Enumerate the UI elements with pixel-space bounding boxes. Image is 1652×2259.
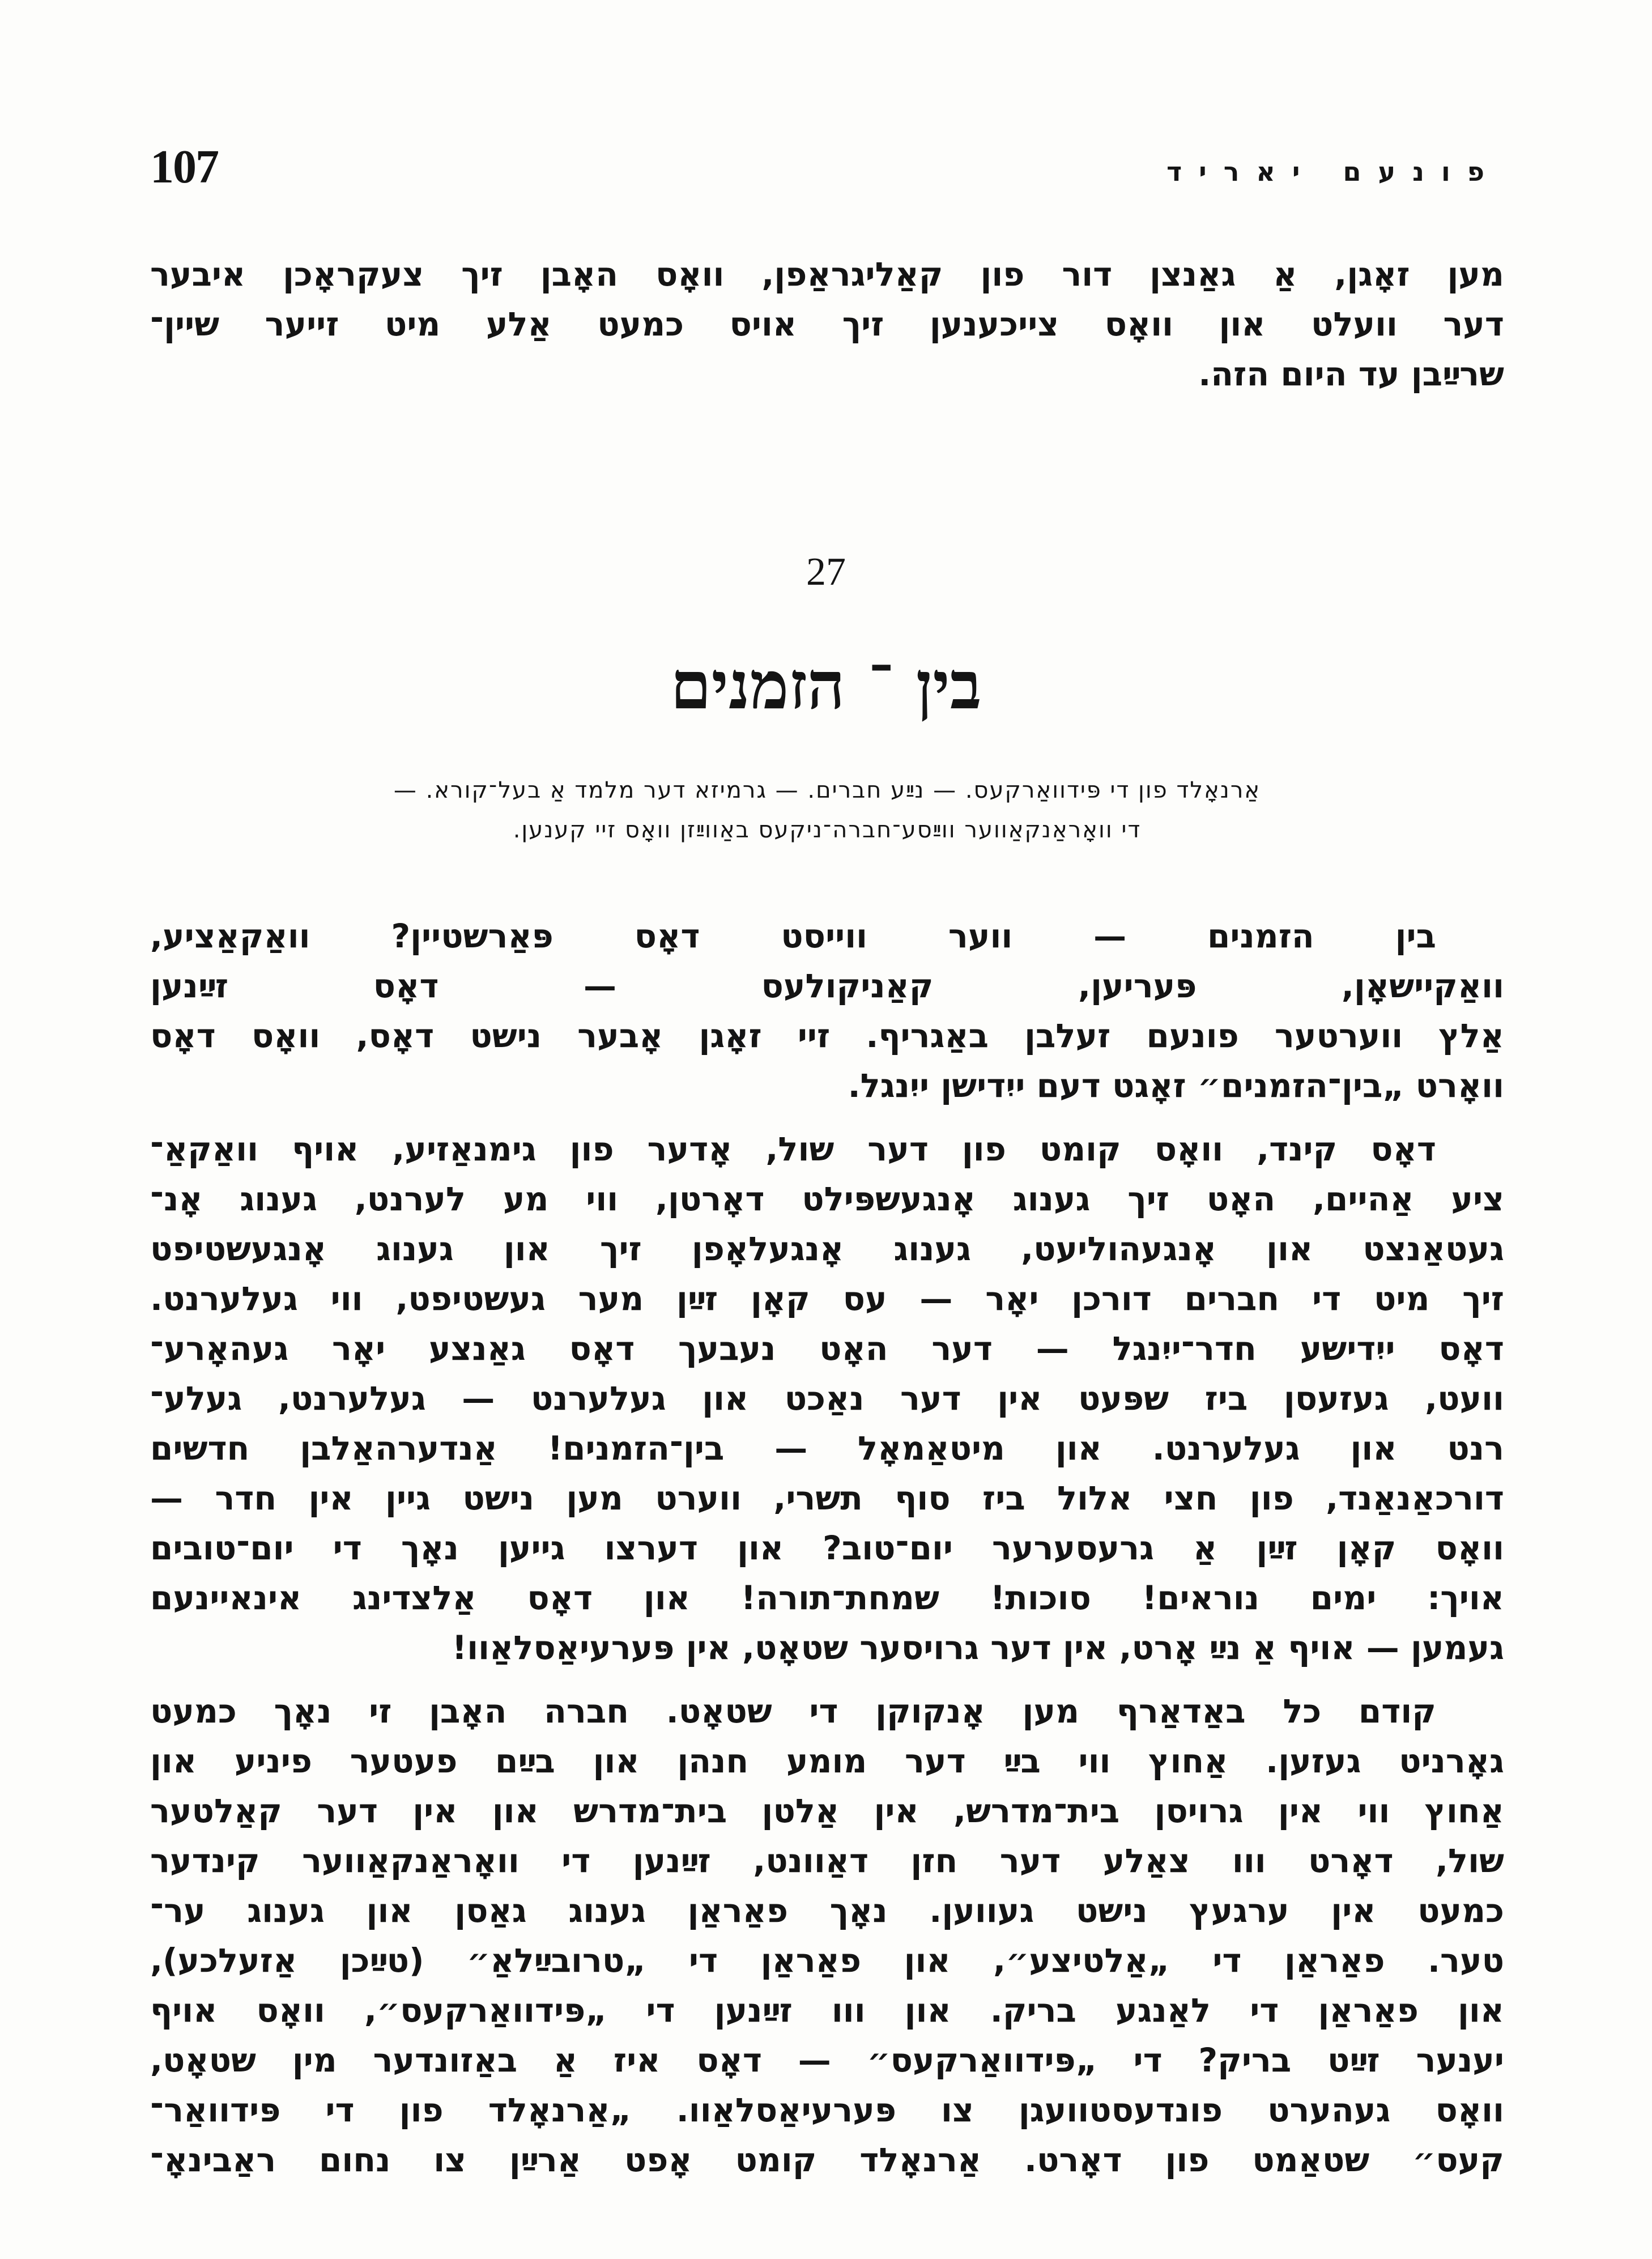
intro-text — [150, 249, 1504, 399]
text-line: וואָס קאָן זײַן אַ גרעסערער יום־טוב? און דערצו גייען נאָך די יום־טובים — [150, 1529, 1504, 1567]
text-line: וואַקיישאָן, פּעריען, קאַניקולעס — דאָס זײַנען — [150, 967, 1504, 1005]
text-line: מען זאָגן, אַ גאַנצן דור פון קאַליגראַפן, וואָס האָבן זיך צעקראָכן איבער — [150, 255, 1504, 293]
text-line: גאָרניט געזען. אַחוץ ווי בײַ דער מומע חנהן און בײַם פעטער פיניע און — [150, 1742, 1504, 1780]
text-line: דער וועלט און וואָס צייכענען זיך אויס כמעט אַלע מיט זייער שיין־ — [150, 305, 1504, 343]
text-line: טער. פאַראַן די „אַלטיצע״, און פאַראַן די „טרובײַלאַ״ (טײַכן אַזעלכע), — [150, 1941, 1504, 1980]
paragraph — [150, 1686, 1504, 2185]
text-line: וואָס געהערט פונדעסטוועגן צו פּערעיאַסלאַוו. „אַרנאָלד פון די פּידוואַר־ — [150, 2091, 1504, 2129]
chapter-synopsis — [193, 771, 1462, 850]
text-line: כמעט אין ערגעץ נישט געווען. נאָך פאַראַן גענוג גאַסן און גענוג ער־ — [150, 1891, 1504, 1930]
text-line: זיך מיט די חברים דורכן יאָר — עס קאָן זײַן מער געשטיפט, ווי געלערנט. — [150, 1279, 1504, 1318]
body-text — [150, 911, 1504, 2185]
text-line: יענער זײַט בריק? די „פּידוואַרקעס״ — דאָס איז אַ באַזונדער מין שטאָט, — [150, 2041, 1504, 2079]
text-line: אַחוץ ווי אין גרויסן בית־מדרש, אין אַלטן בית־מדרש און אין דער קאַלטער — [150, 1792, 1504, 1830]
text-line: וועט, געזעסן ביז שפּעט אין דער נאַכט און געלערנט — געלערנט, געלע־ — [150, 1379, 1504, 1418]
text-line: וואָרט „בין־הזמנים״ זאָגט דעם ייִדישן ייִנגל. — [848, 1066, 1504, 1105]
text-line: בין הזמנים — ווער ווייסט דאָס פּאַרשטיין? וואַקאַציע, — [150, 917, 1436, 955]
synopsis-line: אַרנאָלד פון די פּידוואַרקעס. — נײַע חברים. — גרמיזא דער מלמד אַ בעל־קורא. — — [393, 777, 1261, 803]
text-line: דאָס קינד, וואָס קומט פון דער שול, אָדער פון גימנאַזיע, אויף וואַקאַ־ — [150, 1130, 1436, 1168]
text-line: שול, דאָרט ווו צאַלע דער חזן דאַוונט, זײַנען די וואָראַנקאַווער קינדער — [150, 1841, 1504, 1880]
text-line: געמען — אויף אַ נײַ אָרט, אין דער גרויסער שטאָט, אין פּערעיאַסלאַוו! — [452, 1628, 1504, 1667]
page-number: 107 — [150, 141, 218, 193]
running-head: פונעם יאריד — [1166, 156, 1501, 187]
text-line: געטאַנצט און אָנגעהוליעט, גענוג אָנגעלאָפן זיך און גענוג אָנגעשטיפט — [150, 1230, 1504, 1268]
text-line: ציע אַהיים, האָט זיך גענוג אָנגעשפּילט דאָרטן, ווי מע לערנט, גענוג אָנ־ — [150, 1180, 1504, 1218]
page-header — [150, 139, 1501, 201]
text-line: קודם כל באַדאַרף מען אָנקוקן די שטאָט. חברה האָבן זי נאָך כמעט — [150, 1692, 1436, 1730]
synopsis-line: די וואָראַנקאַווער ווײַסע־חברה־ניקעס באַווײַזן וואָס זיי קענען. — [513, 817, 1142, 843]
text-line: שרײַבן עד היום הזה. — [1198, 355, 1504, 393]
text-line: קעס״ שטאַמט פון דאָרט. אַרנאָלד קומט אָפט אַרײַן צו נחום ראַבינאָ־ — [150, 2141, 1504, 2179]
paragraph — [150, 911, 1504, 1111]
paragraph — [150, 1124, 1504, 1673]
text-line: אויך: ימים נוראים! סוכות! שמחת־תורה! און דאָס אַלצדינג אינאיינעם — [150, 1579, 1504, 1617]
chapter-number: 27 — [806, 550, 846, 594]
text-line: אַלץ ווערטער פונעם זעלבן באַגריף. זיי זאָגן אָבער נישט דאָס, וואָס דאָס — [150, 1016, 1504, 1055]
text-line: דאָס ייִדישע חדר־ייִנגל — דער האָט נעבעך דאָס גאַנצע יאָר געהאָרע־ — [150, 1329, 1504, 1368]
text-line: און פאַראַן די לאַנגע בריק. און ווו זײַנען די „פּידוואַרקעס״, וואָס אויף — [150, 1991, 1504, 2030]
text-line: רנט און געלערנט. און מיטאַמאָל — בין־הזמנים! אַנדערהאַלבן חדשים — [150, 1429, 1504, 1467]
chapter-title: בין ־ הזמנים — [670, 647, 982, 724]
text-line: דורכאַנאַנד, פון חצי אלול ביז סוף תשרי, ווערט מען נישט גיין אין חדר — — [150, 1479, 1504, 1517]
